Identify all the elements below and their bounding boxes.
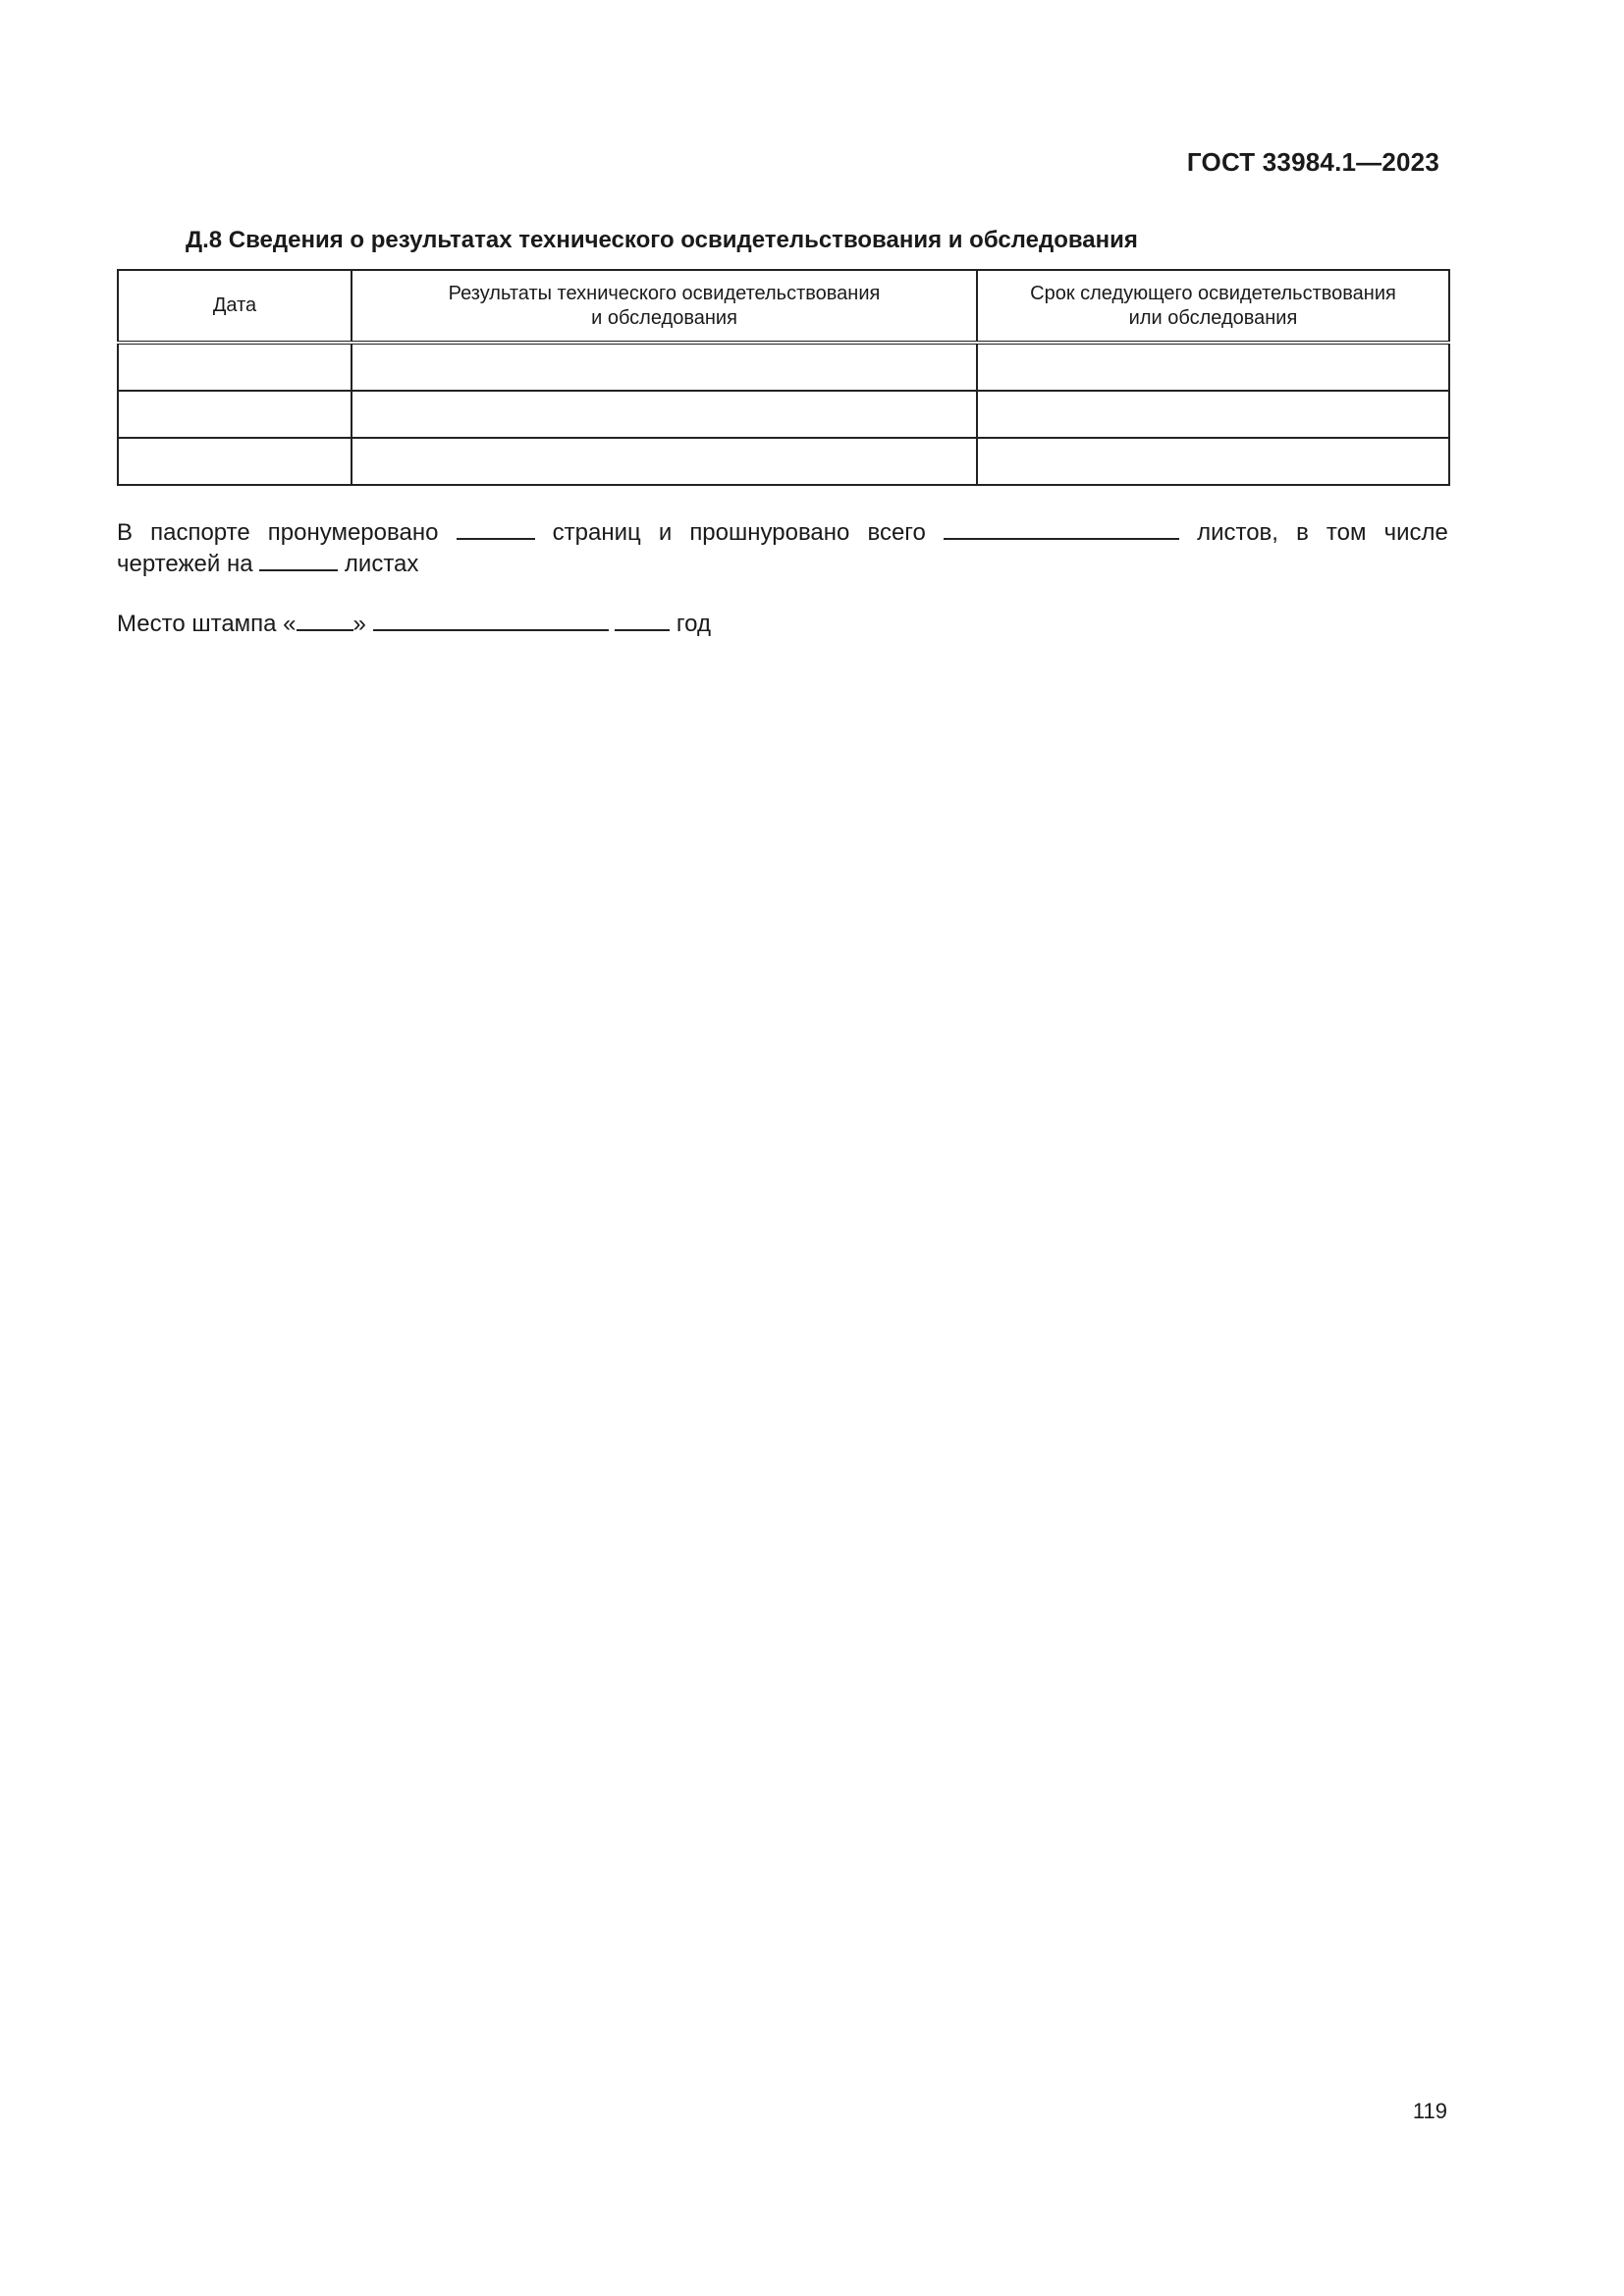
note-text: чертежей на bbox=[117, 551, 253, 577]
column-header-next-date bbox=[977, 270, 1449, 343]
table-cell-results[interactable] bbox=[352, 438, 977, 485]
stamp-label: Место штампа « bbox=[117, 611, 297, 637]
table-cell-next-date[interactable] bbox=[977, 343, 1449, 391]
table-row bbox=[118, 438, 1449, 485]
note-word: том bbox=[1326, 519, 1367, 546]
note-word: и bbox=[658, 519, 673, 546]
sheets-total-blank[interactable] bbox=[944, 518, 1179, 540]
stamp-quote-close: » bbox=[352, 611, 366, 637]
section-title: Д.8 Сведения о результатах технического освидетельствования и обследования bbox=[186, 227, 1138, 253]
note-word: страниц bbox=[552, 519, 641, 546]
table-cell-date[interactable] bbox=[118, 438, 352, 485]
drawings-sheets-blank[interactable] bbox=[259, 550, 338, 571]
passport-note bbox=[117, 517, 1448, 580]
note-word: В bbox=[117, 519, 134, 546]
page-number: 119 bbox=[1412, 2099, 1447, 2123]
pages-count-blank[interactable] bbox=[457, 518, 535, 540]
note-word: числе bbox=[1383, 519, 1448, 546]
table-header-row bbox=[118, 270, 1449, 343]
table-row bbox=[118, 391, 1449, 438]
stamp-day-blank[interactable] bbox=[297, 610, 353, 631]
note-word: прошнуровано bbox=[689, 519, 850, 546]
note-text: листах bbox=[344, 551, 419, 577]
table-cell-results[interactable] bbox=[352, 343, 977, 391]
column-header-results bbox=[352, 270, 977, 343]
column-header-text: Результаты технического освидетельствования bbox=[448, 282, 881, 304]
note-word: всего bbox=[867, 519, 926, 546]
column-header-text: или обследования bbox=[1128, 306, 1298, 329]
note-word: в bbox=[1296, 519, 1309, 546]
note-word: пронумеровано bbox=[267, 519, 439, 546]
table-cell-next-date[interactable] bbox=[977, 391, 1449, 438]
document-code: ГОСТ 33984.1—2023 bbox=[1186, 147, 1439, 177]
stamp-year-blank[interactable] bbox=[615, 610, 670, 631]
stamp-month-blank[interactable] bbox=[373, 610, 609, 631]
table-cell-date[interactable] bbox=[118, 391, 352, 438]
column-header-date bbox=[118, 270, 352, 343]
table-cell-next-date[interactable] bbox=[977, 438, 1449, 485]
table-cell-results[interactable] bbox=[352, 391, 977, 438]
stamp-year-label: год bbox=[676, 611, 711, 637]
inspection-results-table bbox=[117, 269, 1450, 486]
passport-note-line-1 bbox=[117, 517, 1448, 549]
column-header-text: и обследования bbox=[591, 306, 737, 329]
note-word: листов, bbox=[1197, 519, 1278, 546]
note-word: паспорте bbox=[150, 519, 250, 546]
column-header-text: Срок следующего освидетельствования bbox=[1030, 282, 1396, 304]
table-row bbox=[118, 343, 1449, 391]
column-header-text: Дата bbox=[212, 294, 257, 316]
stamp-line bbox=[117, 609, 1448, 640]
table-cell-date[interactable] bbox=[118, 343, 352, 391]
passport-note-line-2 bbox=[117, 549, 1448, 580]
